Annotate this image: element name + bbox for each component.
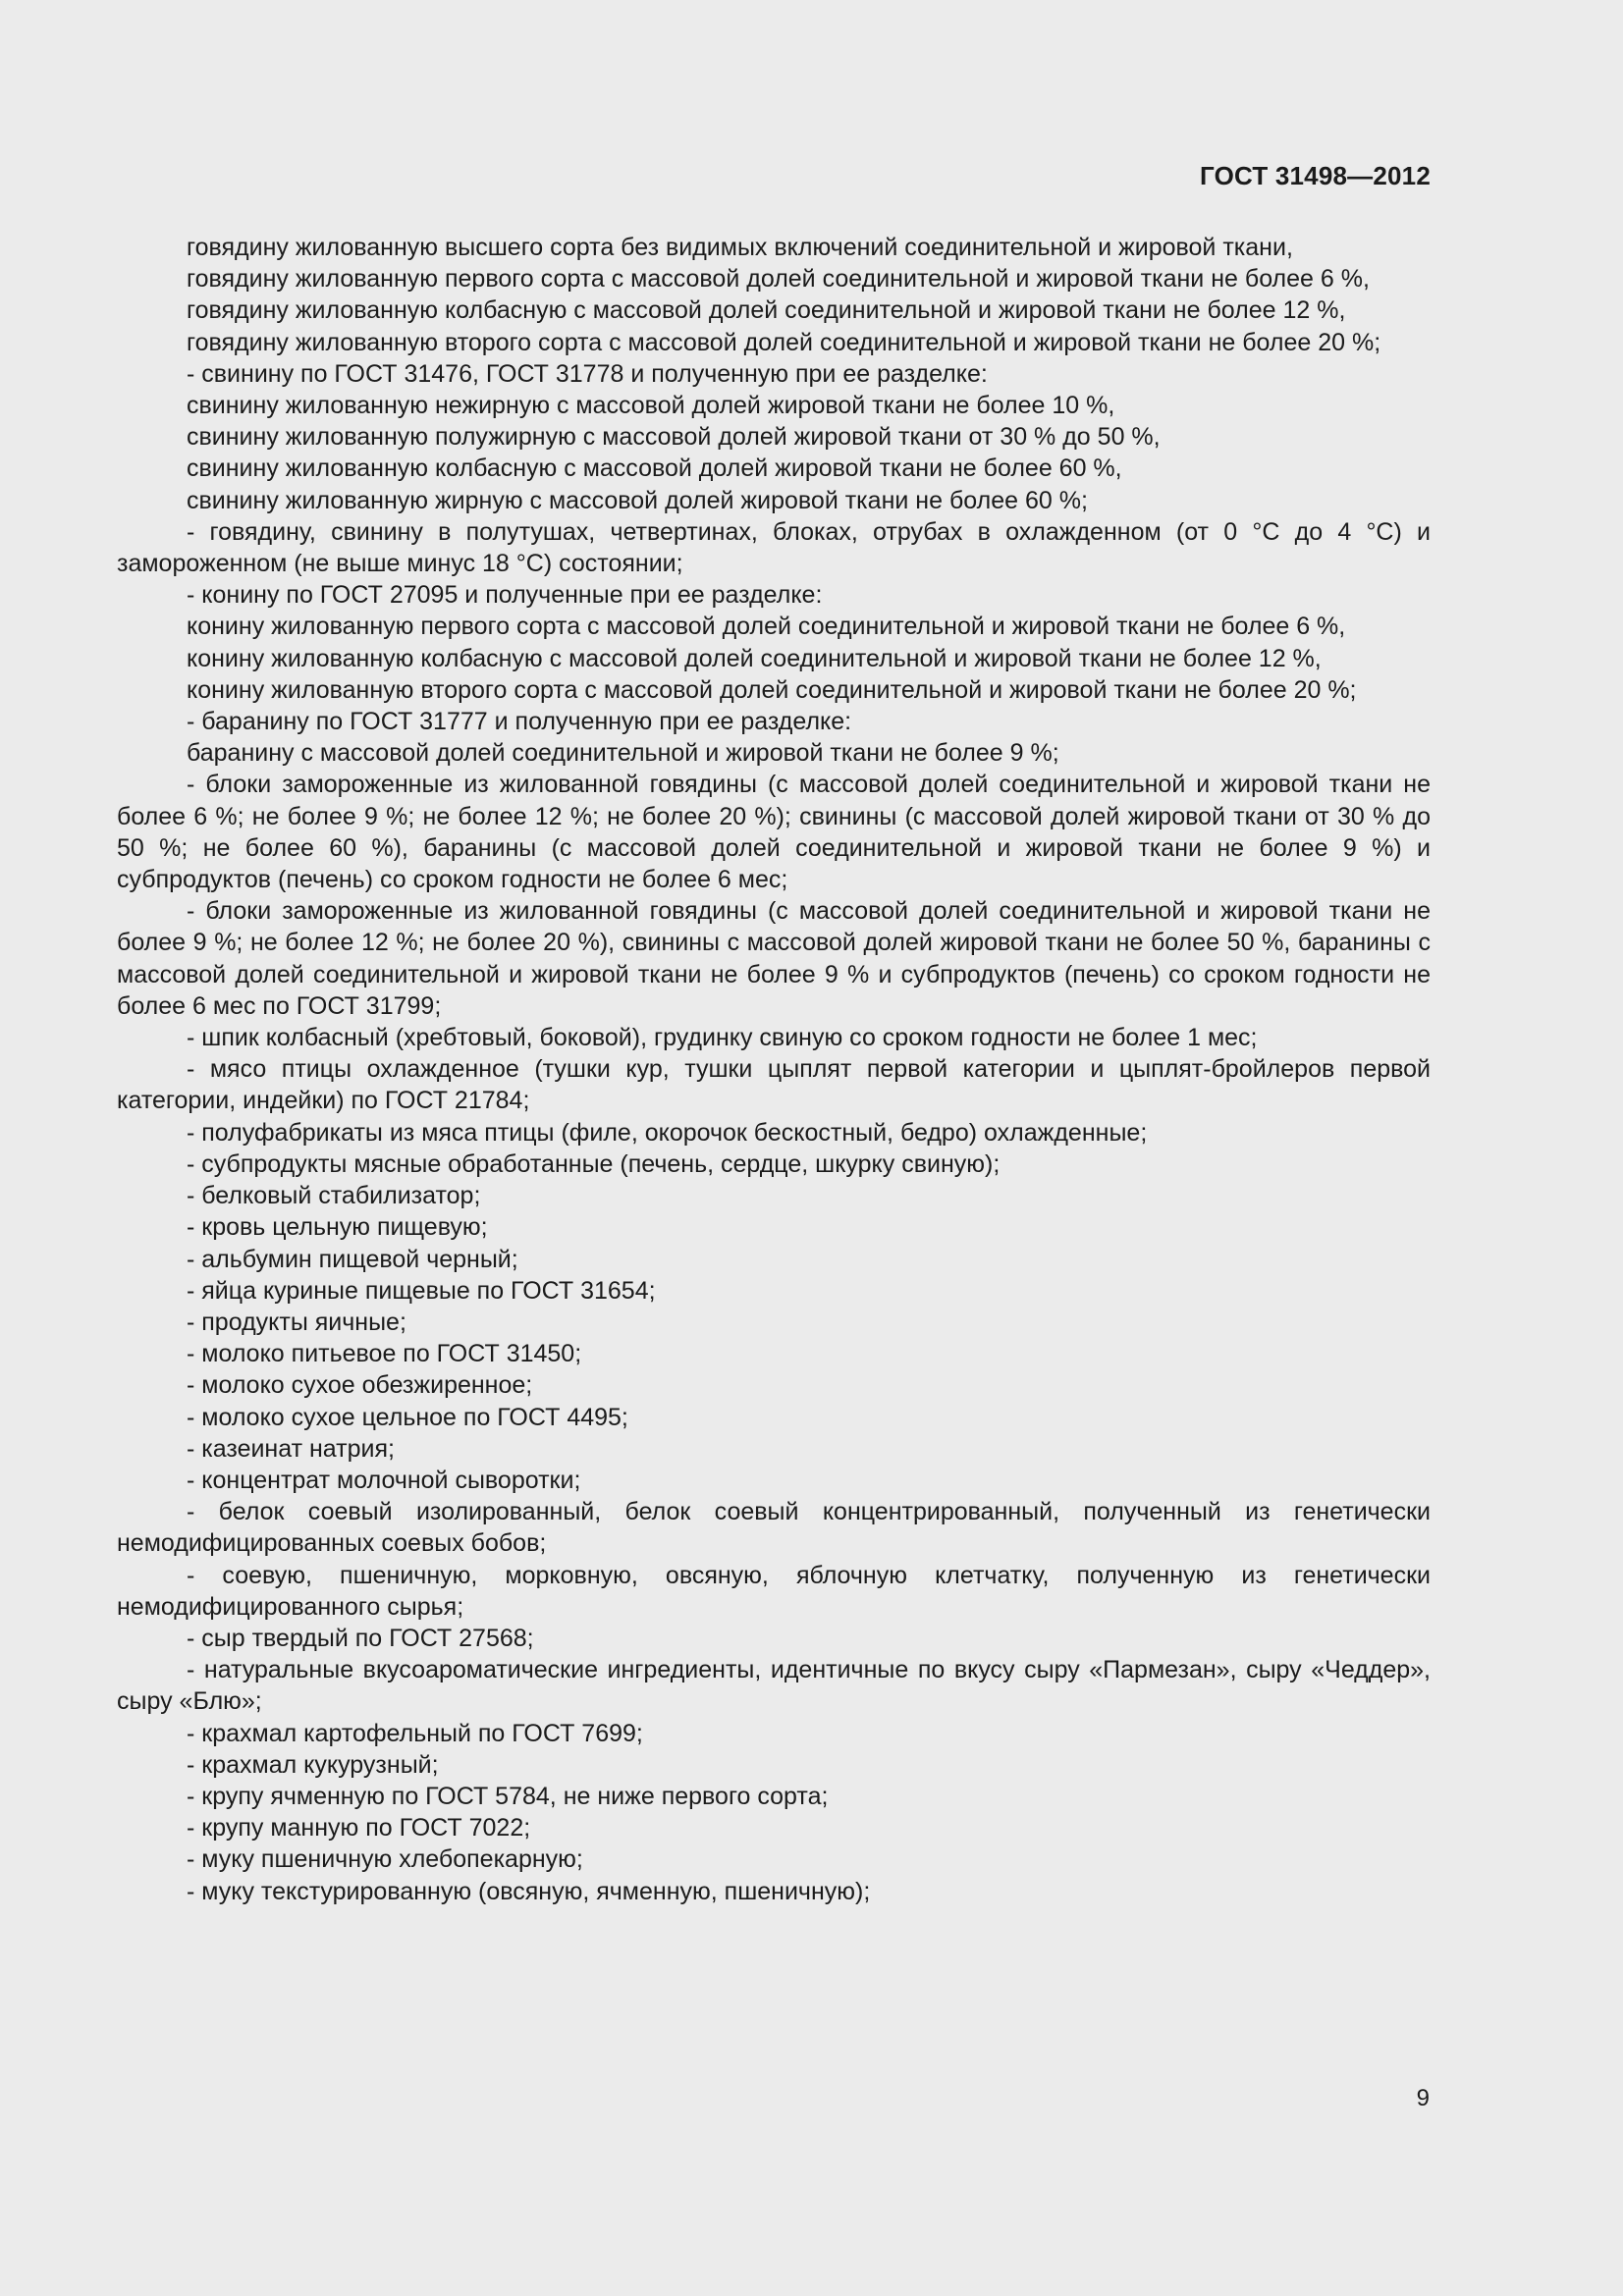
body-paragraph: - муку текстурированную (овсяную, ячменную, пшеничную); bbox=[187, 1877, 871, 1905]
body-paragraph: говядину жилованную второго сорта с массовой долей соединительной и жировой ткани не более 20 %; bbox=[187, 328, 1381, 356]
body-paragraph: - свинину по ГОСТ 31476, ГОСТ 31778 и полученную при ее разделке: bbox=[187, 359, 988, 388]
body-paragraph: - крупу манную по ГОСТ 7022; bbox=[187, 1814, 531, 1842]
document-body bbox=[117, 232, 1431, 1907]
body-paragraph: - продукты яичные; bbox=[187, 1308, 406, 1336]
body-paragraph: свинину жилованную жирную с массовой долей жировой ткани не более 60 %; bbox=[187, 486, 1088, 514]
body-paragraph: свинину жилованную нежирную с массовой долей жировой ткани не более 10 %, bbox=[187, 392, 1115, 420]
body-paragraph: - крупу ячменную по ГОСТ 5784, не ниже первого сорта; bbox=[187, 1782, 829, 1810]
body-paragraph: - блоки замороженные из жилованной говядины (с массовой долей соединительной и жировой ткани не более 9 %; не более 12 %; не более 20 %), свинины с массовой долей жировой ткани не более 50 %, баранины с массовой долей соединительной и жировой ткани не более 9 % и субпродуктов (печень) со сроком годности не более 6 мес по ГОСТ 31799; bbox=[117, 897, 1431, 1020]
body-paragraph: - крахмал кукурузный; bbox=[187, 1750, 439, 1779]
body-paragraph: - говядину, свинину в полутушах, четвертинах, блоках, отрубах в охлажденном (от 0 °С до 4 °С) и замороженном (не выше минус 18 °С) состоянии; bbox=[117, 517, 1431, 578]
body-paragraph: конину жилованную первого сорта с массовой долей соединительной и жировой ткани не более 6 %, bbox=[187, 613, 1346, 641]
body-paragraph: - белок соевый изолированный, белок соевый концентрированный, полученный из генетически немодифицированных соевых бобов; bbox=[117, 1498, 1431, 1558]
body-paragraph: - казеинат натрия; bbox=[187, 1434, 395, 1463]
body-paragraph: - молоко питьевое по ГОСТ 31450; bbox=[187, 1340, 582, 1368]
body-paragraph: конину жилованную колбасную с массовой долей соединительной и жировой ткани не более 12 %, bbox=[187, 644, 1322, 672]
page-number: 9 bbox=[1416, 2085, 1430, 2111]
body-paragraph: - молоко сухое цельное по ГОСТ 4495; bbox=[187, 1403, 628, 1431]
body-paragraph: свинину жилованную полужирную с массовой долей жировой ткани от 30 % до 50 %, bbox=[187, 423, 1161, 452]
body-paragraph: - шпик колбасный (хребтовый, боковой), грудинку свиную со сроком годности не более 1 мес; bbox=[187, 1024, 1258, 1052]
body-paragraph: конину жилованную второго сорта с массовой долей соединительной и жировой ткани не более 20 %; bbox=[187, 675, 1357, 704]
body-paragraph: - молоко сухое обезжиренное; bbox=[187, 1371, 533, 1400]
body-paragraph: - муку пшеничную хлебопекарную; bbox=[187, 1845, 583, 1874]
body-paragraph: - сыр твердый по ГОСТ 27568; bbox=[187, 1624, 534, 1652]
body-paragraph: - кровь цельную пищевую; bbox=[187, 1213, 488, 1242]
body-paragraph: - яйца куриные пищевые по ГОСТ 31654; bbox=[187, 1276, 656, 1305]
body-paragraph: баранину с массовой долей соединительной и жировой ткани не более 9 %; bbox=[187, 739, 1059, 768]
body-paragraph: свинину жилованную колбасную с массовой долей жировой ткани не более 60 %, bbox=[187, 454, 1122, 483]
body-paragraph: - альбумин пищевой черный; bbox=[187, 1245, 518, 1273]
body-paragraph: - соевую, пшеничную, морковную, овсяную, яблочную клетчатку, полученную из генетически немодифицированного сырья; bbox=[117, 1561, 1431, 1621]
body-paragraph: говядину жилованную высшего сорта без видимых включений соединительной и жировой ткани, bbox=[187, 234, 1293, 261]
body-paragraph: говядину жилованную первого сорта с массовой долей соединительной и жировой ткани не более 6 %, bbox=[187, 265, 1370, 294]
body-paragraph: - баранину по ГОСТ 31777 и полученную при ее разделке: bbox=[187, 708, 852, 736]
body-paragraph: - натуральные вкусоароматические ингредиенты, идентичные по вкусу сыру «Пармезан», сыру «Чеддер», сыру «Блю»; bbox=[117, 1656, 1431, 1716]
body-paragraph: - белковый стабилизатор; bbox=[187, 1182, 481, 1210]
body-paragraph: - блоки замороженные из жилованной говядины (с массовой долей соединительной и жировой ткани не более 6 %; не более 9 %; не более 12 %; не более 20 %); свинины (с массовой долей жировой ткани от 30 % до 50 %; не более 60 %), баранины (с массовой долей соединительной и жировой ткани не более 9 %) и субпродуктов (печень) со сроком годности не более 6 мес; bbox=[117, 771, 1431, 894]
document-standard-number: ГОСТ 31498—2012 bbox=[1200, 161, 1431, 190]
body-paragraph: говядину жилованную колбасную с массовой долей соединительной и жировой ткани не более 12 %, bbox=[187, 296, 1346, 325]
body-paragraph: - крахмал картофельный по ГОСТ 7699; bbox=[187, 1719, 643, 1747]
body-paragraph: - субпродукты мясные обработанные (печень, сердце, шкурку свиную); bbox=[187, 1149, 1001, 1178]
body-paragraph: - концентрат молочной сыворотки; bbox=[187, 1466, 581, 1494]
body-paragraph: - мясо птицы охлажденное (тушки кур, тушки цыплят первой категории и цыплят-бройлеров первой категории, индейки) по ГОСТ 21784; bbox=[117, 1055, 1431, 1115]
body-paragraph: - конину по ГОСТ 27095 и полученные при ее разделке: bbox=[187, 581, 823, 610]
body-paragraph: - полуфабрикаты из мяса птицы (филе, окорочок бескостный, бедро) охлажденные; bbox=[187, 1118, 1148, 1147]
